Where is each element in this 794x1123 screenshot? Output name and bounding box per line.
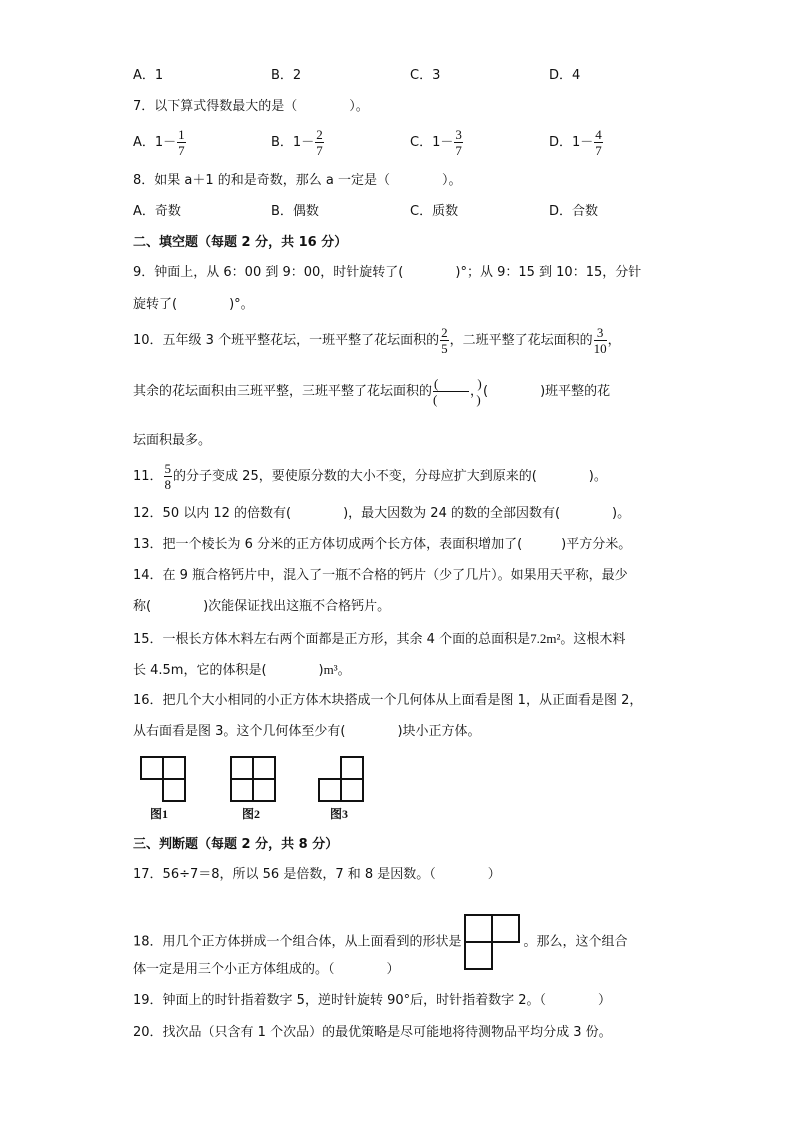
- fraction: $\frac{3}{10}$: [593, 325, 607, 356]
- q10-line-2: [133, 376, 610, 407]
- q7-option-b: [271, 127, 325, 158]
- figure-3-label: 图3: [330, 807, 349, 821]
- q15-text-b: 。这根木料: [560, 632, 626, 647]
- q11-number: 11．: [133, 469, 163, 484]
- fraction: $\frac{2}{7}$: [316, 127, 323, 158]
- q20: 20．找次品（只含有 1 个次品）的最优策略是尽可能地将待测物品平均分成 3 份。: [133, 1025, 612, 1040]
- q18-top-view-diagram: [464, 914, 522, 970]
- q11-text: 的分子变成 25，要使原分数的大小不变，分母应扩大到原来的( )。: [173, 469, 607, 484]
- q15-text-a: 15．一根长方体木料左右两个面都是正方形，其余 4 个面的总面积是: [133, 632, 531, 647]
- q10-line-3: 坛面积最多。: [133, 433, 212, 448]
- q10-text-c: ，: [607, 333, 621, 348]
- q8-text: 8．如果 a＋1 的和是奇数，那么 a 一定是（ ）。: [133, 173, 462, 188]
- q15-text-d: 。: [337, 663, 351, 678]
- q15-line-1: [133, 630, 625, 649]
- section-3-heading: 三、判断题（每题 2 分，共 8 分）: [133, 837, 339, 852]
- q7-option-a: [133, 127, 187, 158]
- q7-option-d: [549, 127, 604, 158]
- q12: 12．50 以内 12 的倍数有( )，最大因数为 24 的数的全部因数有( )。: [133, 506, 631, 521]
- q7-option-c-label: C．1－: [410, 135, 454, 150]
- figure-3-diagram: [318, 756, 366, 804]
- fraction: $\frac{5}{8}$: [164, 461, 172, 492]
- q15-unit: m³: [323, 662, 338, 677]
- q8-option-b: B．偶数: [271, 204, 319, 219]
- q14-line-2: 称( )次能保证找出这瓶不合格钙片。: [133, 599, 391, 614]
- q8-option-d: D．合数: [549, 204, 599, 219]
- q7-option-a-label: A．1－: [133, 135, 177, 150]
- figure-1-diagram: [140, 756, 188, 804]
- fraction: $\frac{4}{7}$: [595, 127, 602, 158]
- q6-option-d: D．4: [549, 68, 581, 83]
- q6-option-c: C．3: [410, 68, 441, 83]
- figure-1-label: 图1: [150, 807, 169, 821]
- blank-fraction[interactable]: $\frac{( )}{( )}$: [433, 376, 482, 407]
- q7-option-c: [410, 127, 464, 158]
- figure-2-diagram: [230, 756, 278, 804]
- q10-line-1: [133, 325, 621, 356]
- q15-line-2: [133, 661, 351, 680]
- q10-text-a: 10．五年级 3 个班平整花坛，一班平整了花坛面积的: [133, 333, 440, 348]
- fraction: $\frac{2}{5}$: [441, 325, 448, 356]
- fraction: $\frac{3}{7}$: [455, 127, 462, 158]
- q8-option-c: C．质数: [410, 204, 459, 219]
- q6-option-a: A．1: [133, 68, 164, 83]
- q18-text-b: 。那么，这个组合: [523, 934, 628, 950]
- q10-text-b: ，二班平整了花坛面积的: [449, 333, 593, 348]
- q8-option-a: A．奇数: [133, 204, 181, 219]
- q16-line-2: 从右面看是图 3。这个几何体至少有( )块小正方体。: [133, 724, 481, 739]
- q17: 17．56÷7＝8，所以 56 是倍数，7 和 8 是因数。（ ）: [133, 867, 501, 882]
- q18-text-a: 18．用几个正方体拼成一个组合体，从上面看到的形状是: [133, 934, 462, 950]
- q7-option-b-label: B．1－: [271, 135, 315, 150]
- q10-text-e: ，( )班平整的花: [470, 384, 611, 399]
- q9-line-2: 旋转了( )°。: [133, 297, 254, 312]
- q7-text: 7．以下算式得数最大的是（ ）。: [133, 99, 369, 114]
- q11: [133, 461, 607, 492]
- figure-2-label: 图2: [242, 807, 261, 821]
- q16-line-1: 16．把几个大小相同的小正方体木块搭成一个几何体从上面看是图 1，从正面看是图 2，: [133, 693, 643, 708]
- q15-text-c: 长 4.5m，它的体积是( ): [133, 663, 324, 678]
- q7-option-d-label: D．1－: [549, 135, 594, 150]
- q10-text-d: 其余的花坛面积由三班平整，三班平整了花坛面积的: [133, 384, 433, 399]
- q15-area-value: 7.2m²: [530, 631, 561, 646]
- q6-option-b: B．2: [271, 68, 302, 83]
- q19: 19．钟面上的时针指着数字 5，逆时针旋转 90°后，时针指着数字 2。（ ）: [133, 993, 612, 1008]
- q18-line-2: 体一定是用三个小正方体组成的。（ ）: [133, 962, 400, 977]
- q13: 13．把一个棱长为 6 分米的正方体切成两个长方体，表面积增加了( )平方分米。: [133, 537, 632, 552]
- q14-line-1: 14．在 9 瓶合格钙片中，混入了一瓶不合格的钙片（少了几片）。如果用天平称，最少: [133, 568, 628, 583]
- section-2-heading: 二、填空题（每题 2 分，共 16 分）: [133, 235, 348, 250]
- q9-line-1: 9．钟面上，从 6：00 到 9：00，时针旋转了( )°；从 9：15 到 10：15，分针: [133, 265, 642, 280]
- fraction: $\frac{1}{7}$: [178, 127, 185, 158]
